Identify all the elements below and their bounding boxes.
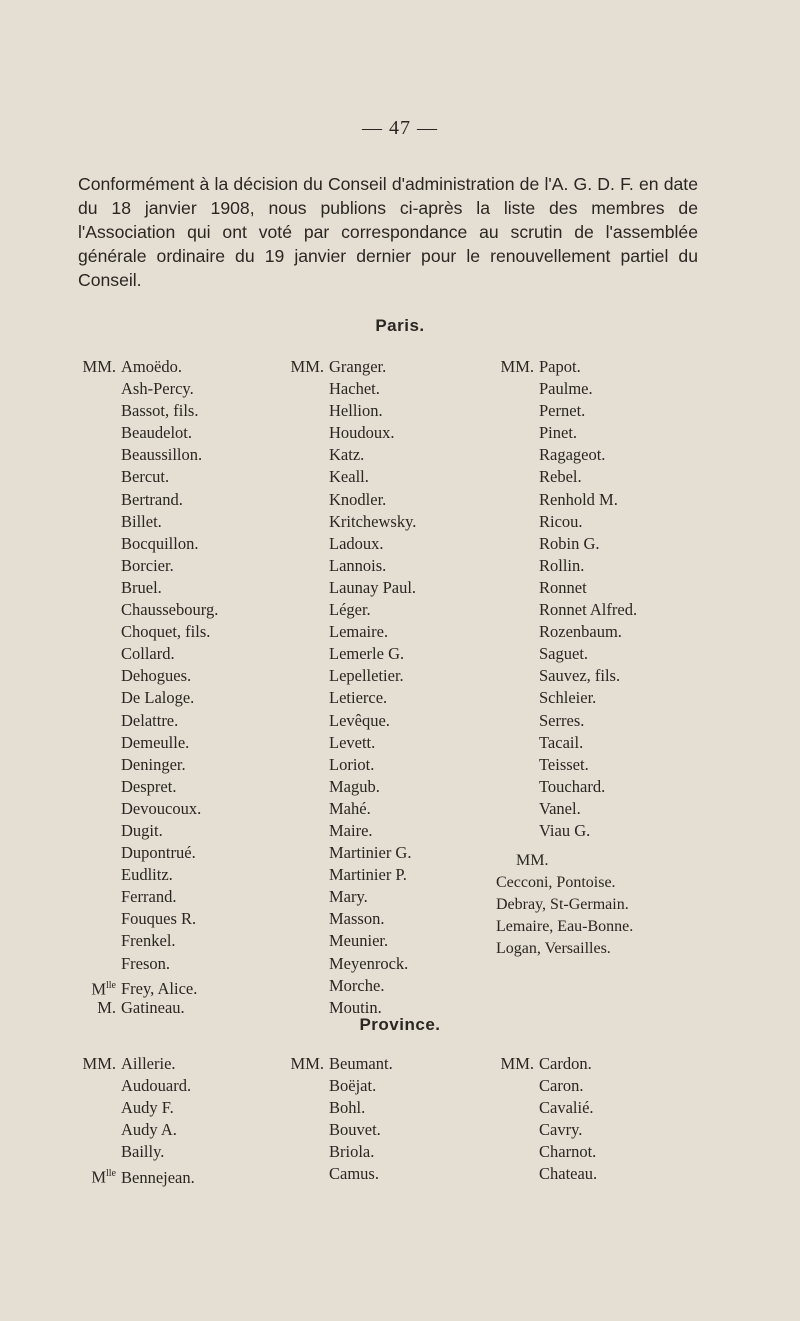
member-name: Moutin. [329,997,382,1017]
member-name: Meyenrock. [329,953,409,973]
member-name: Beaudelot. [121,423,193,443]
member-name: Boëjat. [329,1076,377,1096]
member-line [78,555,218,577]
title-prefix: M. [97,997,116,1017]
member-name: Letierce. [329,688,388,708]
member-line [78,1119,195,1141]
title-prefix: MM. [82,357,116,376]
member-name: Bertrand. [121,489,183,509]
member-line [286,1141,393,1163]
member-line [78,400,218,422]
member-name: Levêque. [329,710,390,730]
member-name: Chateau. [539,1164,598,1184]
member-name: Charnot. [539,1142,597,1162]
member-line [286,732,416,754]
member-name: Rozenbaum. [539,622,622,642]
member-name: Bouvet. [329,1120,381,1140]
member-name: Pernet. [539,401,586,421]
member-name: Dehogues. [121,666,192,686]
title-prefix: MM. [500,357,534,376]
member-line [286,953,416,975]
member-line [286,975,416,997]
member-line [286,820,416,842]
member-name: Keall. [329,467,369,487]
member-line [78,1053,195,1075]
suburban-members [496,850,637,960]
member-line [286,1119,393,1141]
member-line [496,621,637,643]
member-name: Rollin. [539,555,585,575]
member-name: Papot. [539,357,581,376]
member-name: Dugit. [121,820,163,840]
member-name: Magub. [329,776,380,796]
member-line [78,754,218,776]
member-name: Lemerle G. [329,644,405,664]
title-prefix-sup: lle [106,979,116,991]
member-line [496,710,637,732]
member-name: Ladoux. [329,533,384,553]
member-name: Granger. [329,357,387,376]
member-name: Audy F. [121,1098,174,1118]
member-line [496,577,637,599]
member-name: Beumant. [329,1054,393,1073]
member-name: Bohl. [329,1098,366,1118]
member-line [78,776,218,798]
member-line [286,422,416,444]
member-line [496,687,637,709]
paris-column-2 [286,356,416,1019]
member-line [286,1097,393,1119]
member-line [78,710,218,732]
member-name: Bassot, fils. [121,401,199,421]
paris-column-3 [496,356,637,960]
member-name: Freson. [121,953,171,973]
member-line [286,1075,393,1097]
member-name: Ronnet Alfred. [539,600,638,620]
member-name: Ricou. [539,511,583,531]
member-name: Martinier G. [329,843,412,863]
member-line [78,599,218,621]
member-name: Ronnet [539,577,587,597]
member-name: Aillerie. [121,1054,176,1073]
member-name: Masson. [329,909,385,929]
member-name: Schleier. [539,688,597,708]
member-name: Robin G. [539,533,600,553]
title-prefix: MM. [500,1054,534,1073]
member-name: Ferrand. [121,887,177,907]
member-line [78,864,218,886]
member-line [78,466,218,488]
member-name: Launay Paul. [329,577,417,597]
member-name: Loriot. [329,754,375,774]
member-line [78,975,218,997]
member-name: Frey, Alice. [121,979,198,999]
member-line [496,378,637,400]
member-line [496,466,637,488]
member-name: Pinet. [539,423,578,443]
member-name: Morche. [329,975,385,995]
member-line [286,378,416,400]
member-line [78,378,218,400]
member-line [496,732,637,754]
member-line [78,1075,195,1097]
member-name: Billet. [121,511,162,531]
member-line [496,1141,597,1163]
member-line [286,886,416,908]
member-line [496,754,637,776]
member-name: Cavry. [539,1120,583,1140]
member-name: Audy A. [121,1120,177,1140]
province-column-2 [286,1053,393,1186]
member-line [496,444,637,466]
member-line [496,643,637,665]
member-line [78,621,218,643]
member-line [496,820,637,842]
member-name: Sauvez, fils. [539,666,621,686]
member-line [286,621,416,643]
member-line [286,665,416,687]
member-name: Lepelletier. [329,666,404,686]
member-line [78,444,218,466]
member-name: Frenkel. [121,931,176,951]
page-number: — 47 — [362,117,438,139]
suburban-prefix: MM. [516,852,549,870]
member-line [78,953,218,975]
member-name: Bercut. [121,467,170,487]
member-name: Demeulle. [121,732,190,752]
member-name: Houdoux. [329,423,395,443]
member-name: Borcier. [121,555,174,575]
member-name: Briola. [329,1142,375,1162]
title-prefix: MM. [82,1054,116,1073]
member-name: Hachet. [329,379,380,399]
member-line [496,1053,597,1075]
member-name: Camus. [329,1164,379,1184]
member-line [286,643,416,665]
member-line [286,754,416,776]
member-line [286,930,416,952]
heading-paris: Paris. [375,316,425,335]
member-line [78,1141,195,1163]
title-prefix: MM. [290,1054,324,1073]
member-name: Despret. [121,776,177,796]
member-name: Fouques R. [121,909,197,929]
member-name: Levett. [329,732,376,752]
title-prefix: MM. [290,357,324,376]
member-line [78,732,218,754]
member-name: Caron. [539,1076,584,1096]
member-name: Martinier P. [329,865,407,885]
member-line [286,687,416,709]
member-line [78,908,218,930]
member-name: Cecconi, Pontoise. [496,874,616,892]
member-line [286,776,416,798]
member-line [78,820,218,842]
member-name: Gatineau. [121,997,185,1017]
member-line [286,489,416,511]
member-line [78,511,218,533]
member-line [286,842,416,864]
member-name: De Laloge. [121,688,195,708]
province-column-3 [496,1053,597,1186]
member-line [286,577,416,599]
member-name: Bocquillon. [121,533,199,553]
member-line [496,400,637,422]
member-name: Saguet. [539,644,589,664]
member-line [496,776,637,798]
member-line [78,687,218,709]
member-name: Tacail. [539,732,584,752]
member-line [496,1163,597,1185]
member-line [286,356,416,378]
member-name: Léger. [329,600,371,620]
member-line [78,643,218,665]
member-line [286,555,416,577]
member-name: Eudlitz. [121,865,173,885]
member-line [286,1053,393,1075]
member-line [78,930,218,952]
member-line [286,864,416,886]
member-line [286,444,416,466]
member-name: Renhold M. [539,489,618,509]
member-name: Bennejean. [121,1167,195,1187]
member-name: Ragageot. [539,445,606,465]
member-line [286,710,416,732]
member-name: Audouard. [121,1076,192,1096]
member-name: Bailly. [121,1142,165,1162]
member-line [286,400,416,422]
member-name: Lemaire, Eau-Bonne. [496,918,634,936]
member-line [286,908,416,930]
member-name: Chaussebourg. [121,600,219,620]
member-name: Paulme. [539,379,593,399]
member-line [286,599,416,621]
member-name: Lannois. [329,555,387,575]
member-name: Devoucoux. [121,798,202,818]
member-line [78,842,218,864]
member-name: Vanel. [539,798,581,818]
member-line [496,1119,597,1141]
province-column-1 [78,1053,195,1186]
member-name: Logan, Versailles. [496,940,611,958]
member-name: Ash-Percy. [121,379,194,399]
paris-column-1 [78,356,218,1019]
member-name: Beaussillon. [121,445,203,465]
member-name: Knodler. [329,489,387,509]
member-line [286,798,416,820]
member-line [78,886,218,908]
member-name: Amoëdo. [121,357,182,376]
member-line [496,511,637,533]
member-line [496,599,637,621]
member-name: Teisset. [539,754,589,774]
member-line [78,1163,195,1185]
member-line [496,798,637,820]
title-prefix: $M^{lle}$ [91,979,116,999]
member-name: Viau G. [539,820,591,840]
member-name: Choquet, fils. [121,622,211,642]
member-line [78,798,218,820]
member-name: Serres. [539,710,585,730]
member-name: Cavalié. [539,1098,594,1118]
member-line [496,356,637,378]
member-line [496,555,637,577]
member-name: Debray, St-Germain. [496,896,629,914]
member-name: Mary. [329,887,368,907]
member-line [496,665,637,687]
member-name: Touchard. [539,776,606,796]
member-line [78,1097,195,1119]
member-name: Rebel. [539,467,582,487]
member-line [78,489,218,511]
member-line [496,1075,597,1097]
member-name: Cardon. [539,1054,592,1073]
title-prefix: $M^{lle}$ [91,1167,116,1187]
member-line [78,665,218,687]
member-line [78,533,218,555]
member-line [286,533,416,555]
member-name: Lemaire. [329,622,389,642]
member-name: Kritchewsky. [329,511,417,531]
member-name: Dupontrué. [121,843,196,863]
member-name: Katz. [329,445,365,465]
member-name: Maire. [329,820,373,840]
member-line [496,533,637,555]
member-name: Collard. [121,644,175,664]
member-line [496,489,637,511]
member-line [78,422,218,444]
member-name: Meunier. [329,931,389,951]
member-line [78,356,218,378]
member-line [496,1097,597,1119]
member-line [286,511,416,533]
intro-paragraph: Conformément à la décision du Conseil d'administration de l'A. G. D. F. en date du 18 janvier 1908, nous publions ci-après la liste des membres de l'Association qui ont voté par correspondance au scrutin de l'assemblée générale ordinaire du 19 janvier dernier pour le renouvellement partiel du Conseil. [78,174,698,290]
member-line [286,1163,393,1185]
member-name: Hellion. [329,401,383,421]
member-line [286,466,416,488]
heading-province: Province. [359,1015,441,1034]
member-line [496,422,637,444]
member-name: Deninger. [121,754,186,774]
member-name: Mahé. [329,798,371,818]
title-prefix-sup: lle [106,1168,116,1180]
member-name: Delattre. [121,710,179,730]
member-line [78,577,218,599]
member-name: Bruel. [121,577,162,597]
